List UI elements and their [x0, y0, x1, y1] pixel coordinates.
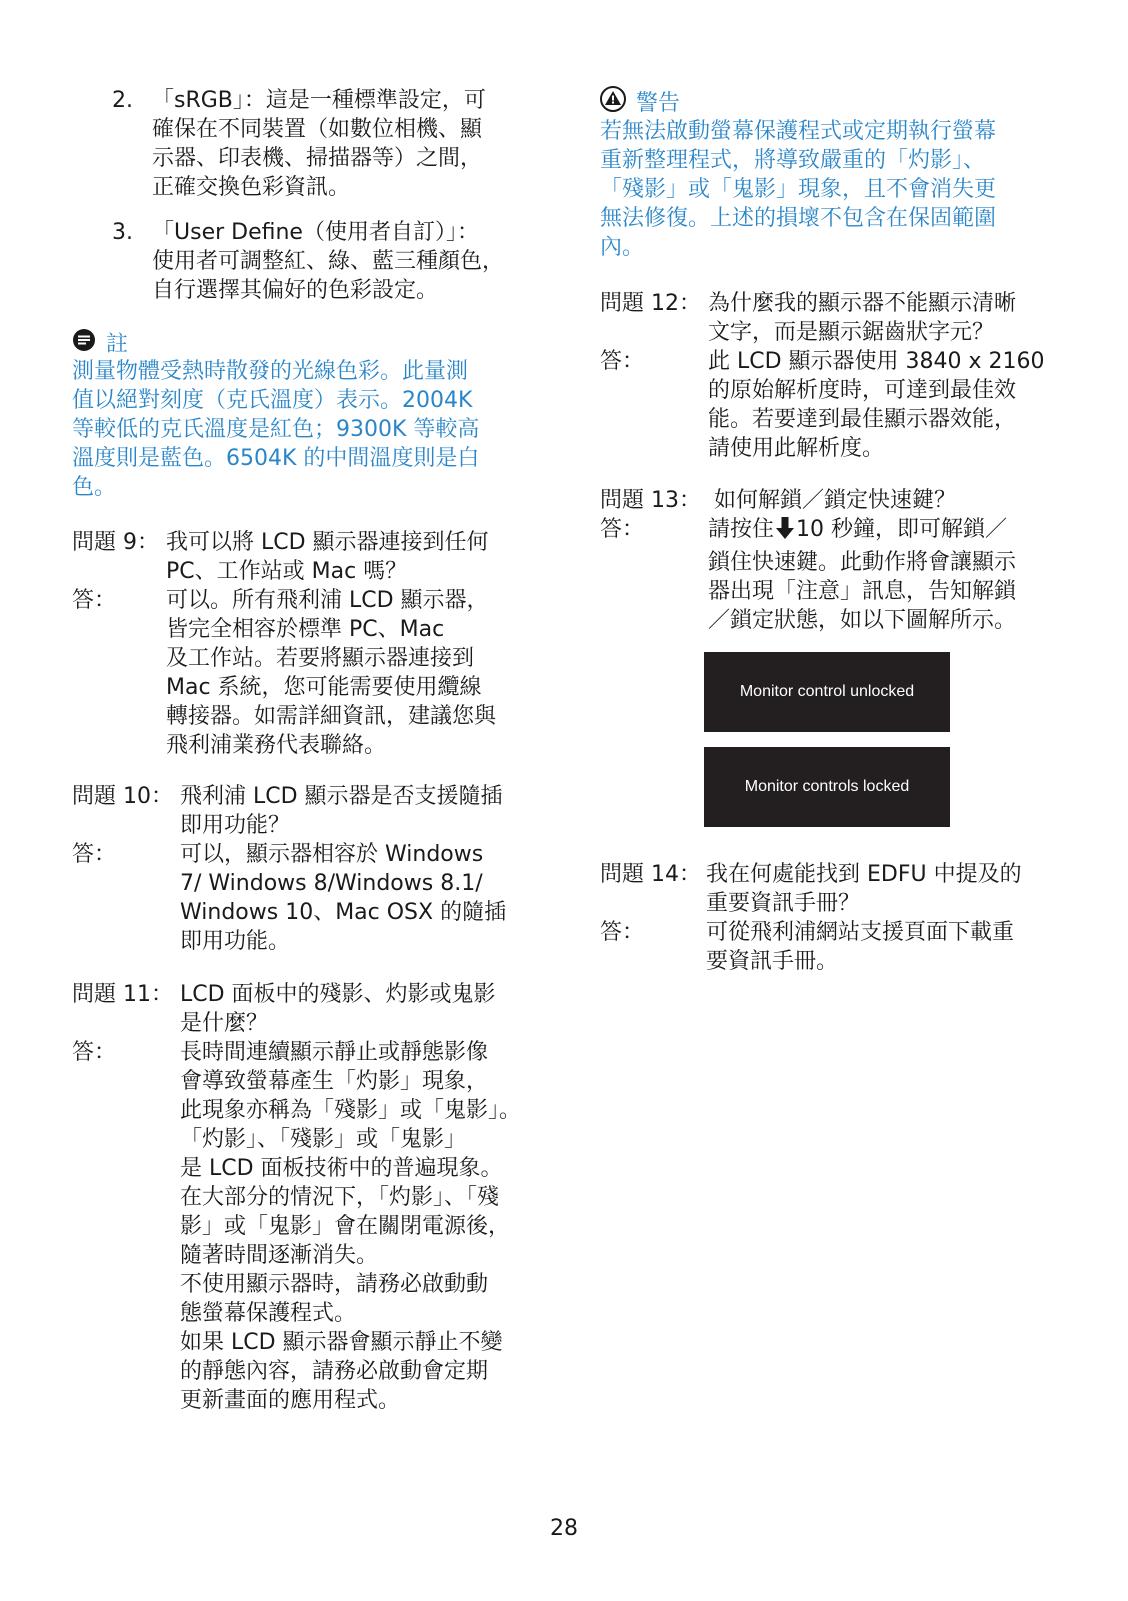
warning-title: 警告 — [636, 90, 681, 116]
faq-answer-11 — [72, 1038, 552, 1418]
faq-answer-12 — [600, 347, 1080, 467]
question-text: 為什麼我的顯示器不能顯示清晰 文字，而是顯示鋸齒狀字元？ — [708, 291, 1017, 345]
faq-question-11 — [72, 980, 542, 1040]
faq-answer-9 — [72, 586, 542, 761]
list-number: 3. — [112, 220, 133, 245]
list-number: 2. — [112, 88, 133, 113]
question-label: 問題 12： — [600, 291, 701, 316]
warning-icon — [600, 86, 626, 120]
faq-question-12 — [600, 289, 1080, 349]
question-label: 問題 11： — [72, 982, 173, 1007]
faq-question-14 — [600, 860, 1080, 920]
question-text: 我可以將 LCD 顯示器連接到任何 PC、工作站或 Mac 嗎？ — [166, 530, 489, 584]
answer-label: 答： — [600, 517, 645, 542]
question-label: 問題 10： — [72, 784, 173, 809]
answer-text: 可從飛利浦網站支援頁面下載重 要資訊手冊。 — [706, 920, 1015, 974]
page-number: 28 — [550, 1516, 578, 1541]
answer-label: 答： — [72, 1040, 117, 1065]
question-text: 如何解鎖／鎖定快速鍵？ — [714, 488, 957, 513]
faq-answer-10 — [72, 840, 542, 960]
list-text: 「sRGB」：這是一種標準設定，可 確保在不同裝置（如數位相機、顯 示器、印表機、掃描器等）之間， 正確交換色彩資訊。 — [152, 88, 486, 200]
question-text: 飛利浦 LCD 顯示器是否支援隨插 即用功能？ — [180, 784, 503, 838]
answer-text-start: 請按住 — [708, 517, 775, 542]
answer-text: 可以。所有飛利浦 LCD 顯示器， 皆完全相容於標準 PC、Mac 及工作站。若要將顯示器連接到 Mac 系統，您可能需要使用纜線 轉接器。如需詳細資訊，建議您與 飛利浦業務代表聯絡。 — [166, 588, 497, 758]
answer-text-rest: 鎖住快速鍵。此動作將會讓顯示 器出現「注意」訊息，告知解鎖 ／鎖定狀態，如以下圖解所示。 — [708, 550, 1017, 633]
faq-question-9 — [72, 528, 542, 588]
faq-answer-13 — [600, 515, 1080, 635]
question-label: 問題 13： — [600, 488, 701, 513]
answer-label: 答： — [72, 842, 117, 867]
note-heading — [72, 328, 128, 360]
down-arrow-icon — [774, 516, 796, 548]
note-icon — [72, 328, 96, 360]
warning-heading — [600, 86, 680, 120]
answer-text: 可以，顯示器相容於 Windows 7/ Windows 8/Windows 8.1/ Windows 10、Mac OSX 的隨插 即用功能。 — [180, 842, 507, 954]
answer-label: 答： — [600, 349, 645, 374]
faq-question-10 — [72, 782, 542, 842]
answer-label: 答： — [72, 588, 117, 613]
question-label: 問題 9： — [72, 530, 159, 555]
faq-answer-14 — [600, 918, 1080, 978]
answer-text: 此 LCD 顯示器使用 3840 x 2160 的原始解析度時，可達到最佳效 能。若要達到最佳顯示器效能， 請使用此解析度。 — [708, 349, 1045, 461]
note-text: 測量物體受熱時散發的光線色彩。此量測 值以絕對刻度（克氏溫度）表示。2004K 等較低的克氏溫度是紅色；9300K 等較高 溫度則是藍色。6504K 的中間溫度則是白 色。 — [72, 359, 480, 500]
list-text: 「User Define（使用者自訂）」： 使用者可調整紅、綠、藍三種顏色， 自行選擇其偏好的色彩設定。 — [152, 220, 505, 303]
answer-label: 答： — [600, 920, 645, 945]
answer-text: 長時間連續顯示靜止或靜態影像 會導致螢幕產生「灼影」現象， 此現象亦稱為「殘影」或「鬼影」。 「灼影」、「殘影」或「鬼影」 是 LCD 面板技術中的普遍現象。 在大部分的情況下，「灼影」、「殘 影」或「鬼影」會在關閉電源後， 隨著時間逐漸消失。 不使用顯示器時，請務必啟動動 態螢幕保護程式。 如果 LCD 顯示器會顯示靜止不變 的靜態內容，請務必啟動會定期 更新畫面的應用程式。 — [180, 1040, 522, 1413]
question-text: LCD 面板中的殘影、灼影或鬼影 是什麼？ — [180, 982, 496, 1036]
question-text: 我在何處能找到 EDFU 中提及的 重要資訊手冊？ — [706, 862, 1022, 916]
answer-text-mid: 10 秒鐘，即可解鎖／ — [796, 517, 1008, 542]
warning-text: 若無法啟動螢幕保護程式或定期執行螢幕 重新整理程式，將導致嚴重的「灼影」、 「殘影」或「鬼影」現象，且不會消失更 無法修復。上述的損壞不包含在保固範圍 內。 — [600, 119, 997, 260]
note-title: 註 — [106, 331, 129, 357]
faq-question-13 — [600, 486, 1080, 516]
osd-message-locked: Monitor controls locked — [704, 747, 950, 827]
question-label: 問題 14： — [600, 862, 701, 887]
osd-message-unlocked: Monitor control unlocked — [704, 652, 950, 732]
